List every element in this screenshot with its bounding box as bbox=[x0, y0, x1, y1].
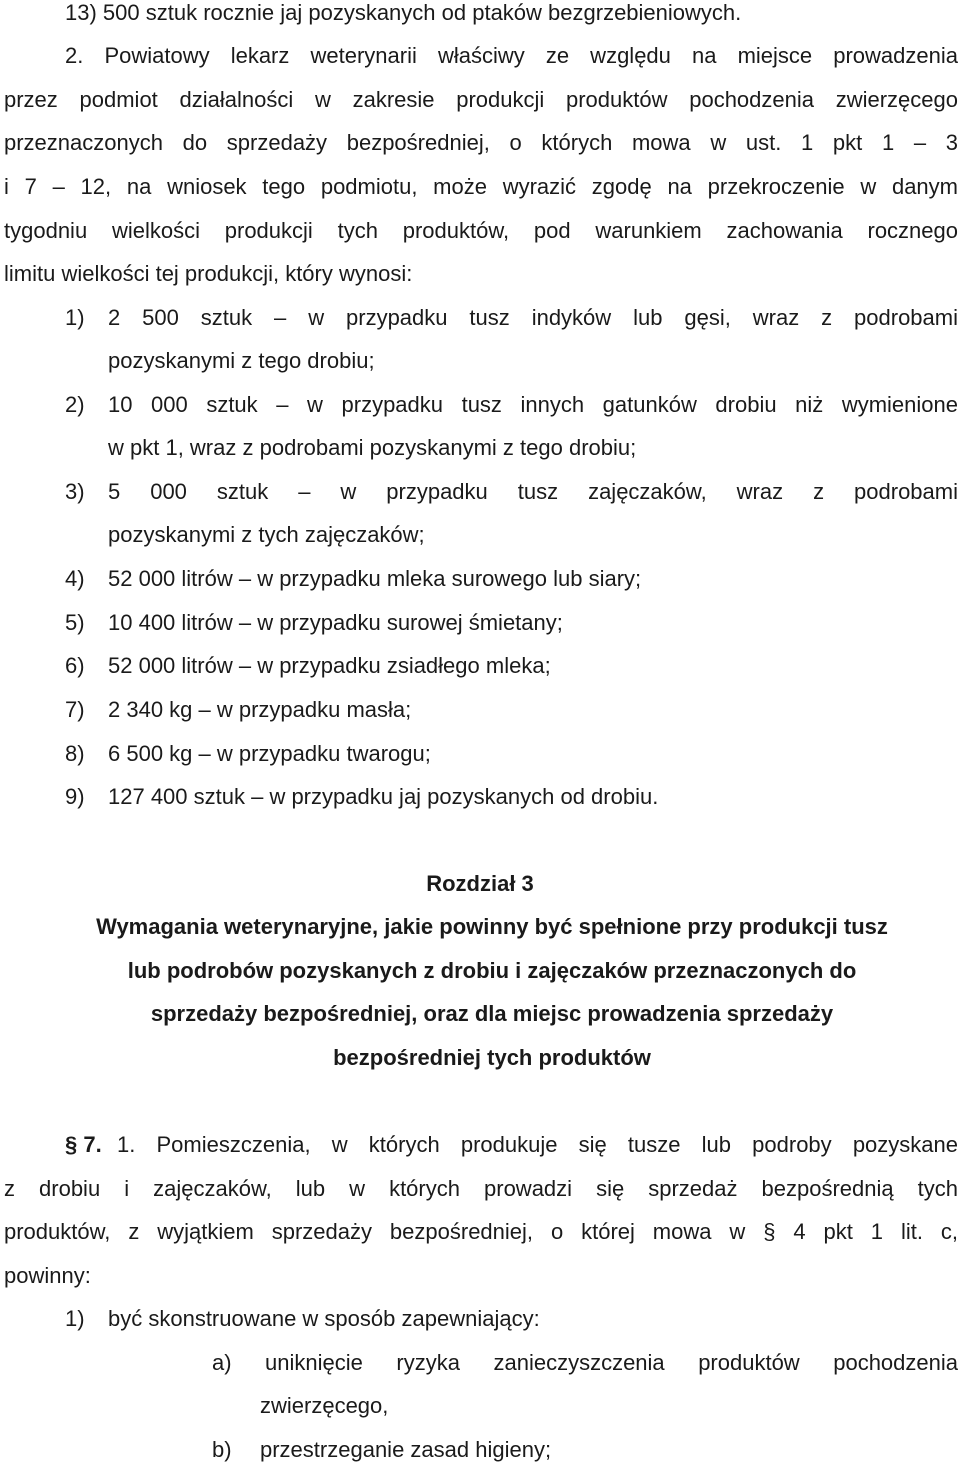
chapter-title-line-3: sprzedaży bezpośredniej, oraz dla miejsc prowadzenia sprzedaży bbox=[150, 1001, 834, 1026]
paragraph-2-line-3: przeznaczonych do sprzedaży bezpośredniej, o których mowa w ust. 1 pkt 1 – 3 bbox=[4, 130, 958, 155]
paragraph-2-line-2: przez podmiot działalności w zakresie produkcji produktów pochodzenia zwierzęcego bbox=[4, 87, 958, 112]
limit-text-continued: pozyskanymi z tego drobiu; bbox=[108, 348, 375, 373]
section-7-line-3: produktów, z wyjątkiem sprzedaży bezpośredniej, o której mowa w § 4 pkt 1 lit. c, bbox=[4, 1219, 958, 1244]
section-label: § 7. bbox=[65, 1132, 102, 1157]
limit-number: 8) bbox=[65, 741, 85, 766]
sub-item-letter: a) bbox=[212, 1350, 232, 1375]
list-item-13: 13) 500 sztuk rocznie jaj pozyskanych od ptaków bezgrzebieniowych. bbox=[65, 0, 742, 25]
chapter-number: Rozdział 3 bbox=[426, 871, 534, 896]
sub-item-text-continued: zwierzęcego, bbox=[260, 1393, 389, 1418]
limit-number: 2) bbox=[65, 392, 85, 417]
limit-number: 7) bbox=[65, 697, 85, 722]
limit-number: 5) bbox=[65, 610, 85, 635]
sub-item-letter: b) bbox=[212, 1437, 232, 1462]
chapter-title-line-1: Wymagania weterynaryjne, jakie powinny być spełnione przy produkcji tusz bbox=[96, 914, 888, 939]
limit-number: 9) bbox=[65, 784, 85, 809]
limit-text: 10 400 litrów – w przypadku surowej śmietany; bbox=[108, 610, 563, 635]
limit-text-continued: w pkt 1, wraz z podrobami pozyskanymi z tego drobiu; bbox=[108, 435, 637, 460]
sub-item-text: przestrzeganie zasad higieny; bbox=[260, 1437, 552, 1462]
section-7-item-text: być skonstruowane w sposób zapewniający: bbox=[108, 1306, 540, 1331]
paragraph-2-line-5: tygodniu wielkości produkcji tych produktów, pod warunkiem zachowania rocznego bbox=[4, 218, 958, 243]
limit-text: 2 340 kg – w przypadku masła; bbox=[108, 697, 412, 722]
section-7-line-1: 1. Pomieszczenia, w których produkuje się tusze lub podroby pozyskane bbox=[117, 1132, 958, 1157]
limit-text: 127 400 sztuk – w przypadku jaj pozyskanych od drobiu. bbox=[108, 784, 659, 809]
limit-number: 3) bbox=[65, 479, 85, 504]
limit-text: 52 000 litrów – w przypadku mleka surowego lub siary; bbox=[108, 566, 642, 591]
limit-text: 5 000 sztuk – w przypadku tusz zajęczaków, wraz z podrobami bbox=[108, 479, 958, 504]
limit-text-continued: pozyskanymi z tych zajęczaków; bbox=[108, 522, 425, 547]
limit-number: 1) bbox=[65, 305, 85, 330]
limit-number: 6) bbox=[65, 653, 85, 678]
chapter-title-line-4: bezpośredniej tych produktów bbox=[333, 1045, 651, 1070]
limit-text: 52 000 litrów – w przypadku zsiadłego mleka; bbox=[108, 653, 551, 678]
limit-text: 10 000 sztuk – w przypadku tusz innych gatunków drobiu niż wymienione bbox=[108, 392, 958, 417]
paragraph-2-line-4: i 7 – 12, na wniosek tego podmiotu, może wyrazić zgodę na przekroczenie w danym bbox=[4, 174, 958, 199]
limit-text: 6 500 kg – w przypadku twarogu; bbox=[108, 741, 431, 766]
chapter-title-line-2: lub podrobów pozyskanych z drobiu i zajęczaków przeznaczonych do bbox=[127, 958, 857, 983]
limit-number: 4) bbox=[65, 566, 85, 591]
section-7-item-number: 1) bbox=[65, 1306, 85, 1331]
sub-item-text: uniknięcie ryzyka zanieczyszczenia produktów pochodzenia bbox=[265, 1350, 958, 1375]
paragraph-2-line-1: 2. Powiatowy lekarz weterynarii właściwy ze względu na miejsce prowadzenia bbox=[65, 43, 958, 68]
section-7-line-2: z drobiu i zajęczaków, lub w których prowadzi się sprzedaż bezpośrednią tych bbox=[4, 1176, 958, 1201]
section-7-line-4: powinny: bbox=[4, 1263, 91, 1288]
limit-text: 2 500 sztuk – w przypadku tusz indyków lub gęsi, wraz z podrobami bbox=[108, 305, 958, 330]
paragraph-2-line-6: limitu wielkości tej produkcji, który wynosi: bbox=[4, 261, 413, 286]
